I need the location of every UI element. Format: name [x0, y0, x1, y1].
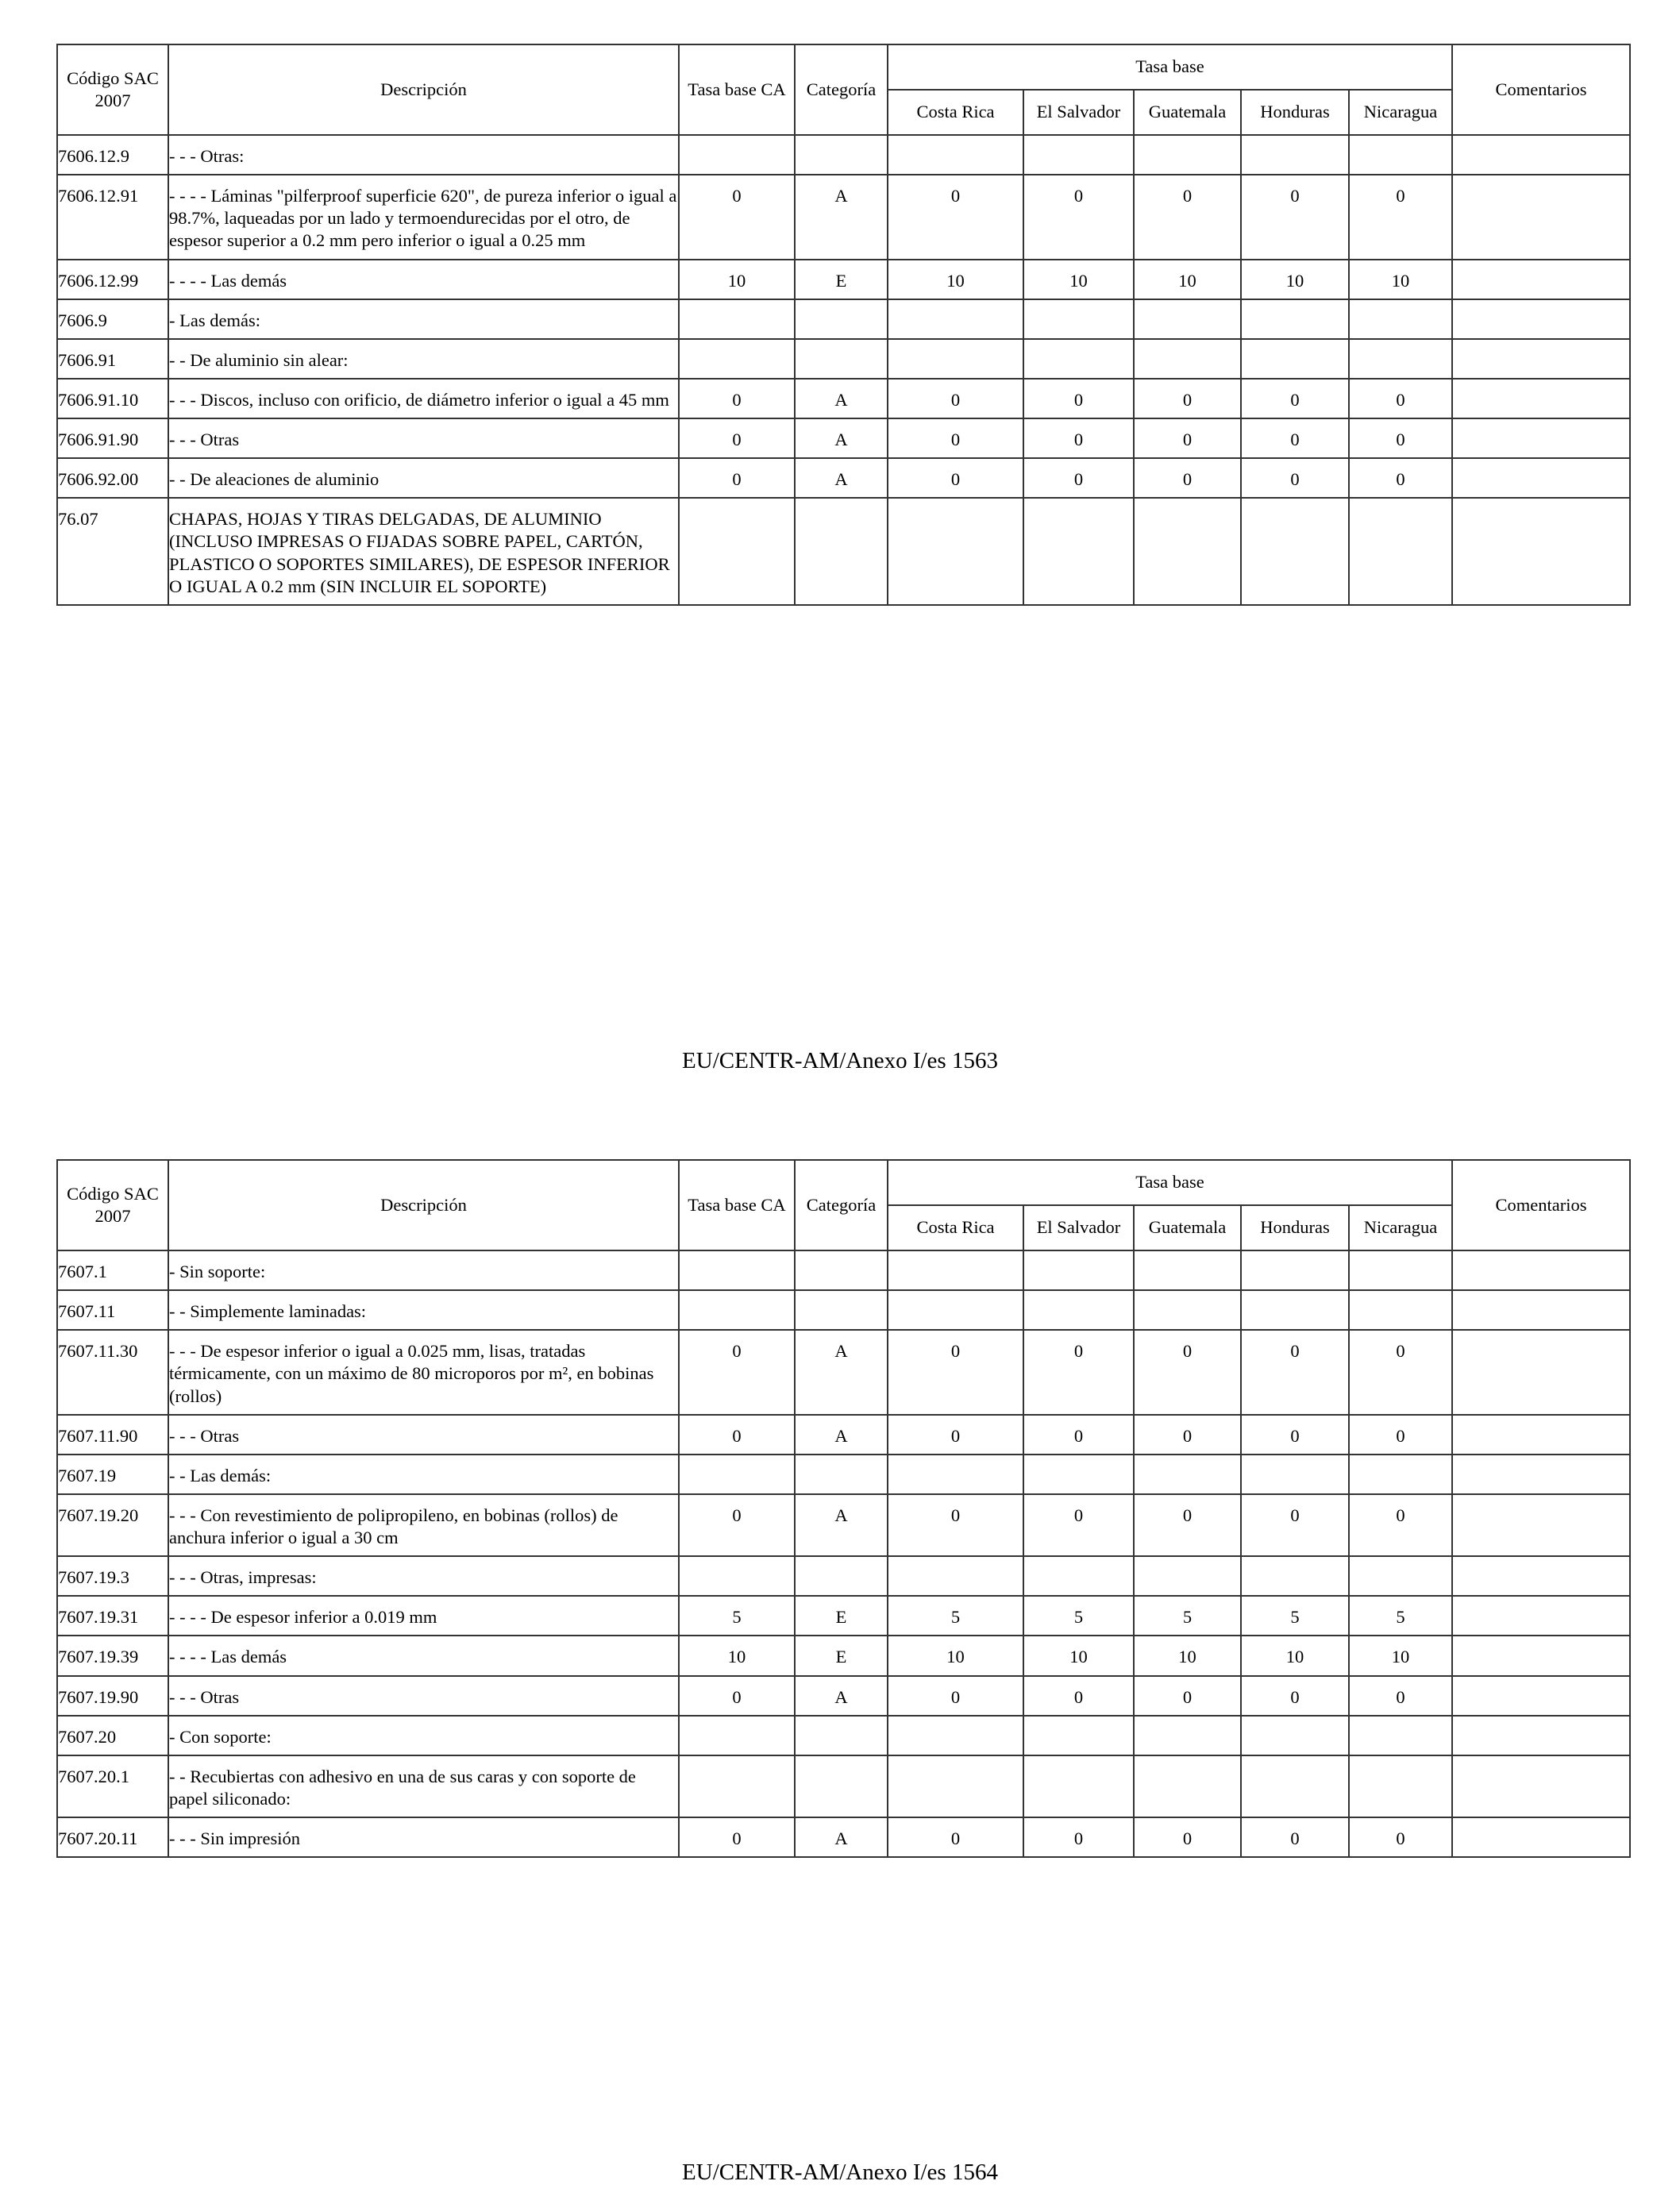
cell-honduras: 5	[1241, 1596, 1349, 1636]
cell-costa-rica	[888, 1290, 1023, 1330]
cell-categoria: A	[795, 1676, 888, 1716]
table-row	[57, 418, 1630, 458]
table-row	[57, 1556, 1630, 1596]
cell-honduras: 10	[1241, 260, 1349, 299]
cell-tasa-base-ca: 0	[679, 458, 795, 498]
cell-comentarios	[1452, 299, 1630, 339]
cell-tasa-base-ca	[679, 1455, 795, 1494]
cell-comentarios	[1452, 418, 1630, 458]
cell-honduras: 0	[1241, 379, 1349, 418]
cell-categoria: A	[795, 458, 888, 498]
cell-el-salvador	[1023, 1250, 1134, 1290]
cell-guatemala: 5	[1134, 1596, 1241, 1636]
header-comentarios: Comentarios	[1452, 44, 1630, 135]
cell-honduras	[1241, 1716, 1349, 1755]
cell-codigo: 7607.20.1	[57, 1755, 168, 1817]
cell-codigo: 7606.91	[57, 339, 168, 379]
cell-honduras: 0	[1241, 1494, 1349, 1556]
cell-guatemala	[1134, 1290, 1241, 1330]
cell-guatemala	[1134, 339, 1241, 379]
cell-codigo: 7607.11.90	[57, 1415, 168, 1455]
cell-categoria	[795, 1455, 888, 1494]
cell-nicaragua: 0	[1349, 1494, 1452, 1556]
cell-honduras	[1241, 1250, 1349, 1290]
cell-nicaragua	[1349, 299, 1452, 339]
cell-tasa-base-ca: 10	[679, 1636, 795, 1675]
cell-costa-rica	[888, 498, 1023, 605]
cell-el-salvador: 0	[1023, 175, 1134, 259]
cell-honduras: 0	[1241, 1676, 1349, 1716]
cell-descripcion: - Sin soporte:	[168, 1250, 679, 1290]
cell-costa-rica	[888, 135, 1023, 175]
header-guatemala: Guatemala	[1134, 1205, 1241, 1250]
cell-categoria: A	[795, 1817, 888, 1857]
cell-descripcion: - - Recubiertas con adhesivo en una de sus caras y con soporte de papel siliconado:	[168, 1755, 679, 1817]
cell-costa-rica: 0	[888, 1494, 1023, 1556]
cell-guatemala: 0	[1134, 1676, 1241, 1716]
table-row	[57, 1596, 1630, 1636]
cell-costa-rica	[888, 299, 1023, 339]
header-tasa-base: Tasa base	[888, 1160, 1452, 1205]
cell-tasa-base-ca: 0	[679, 1676, 795, 1716]
cell-el-salvador: 0	[1023, 1415, 1134, 1455]
cell-comentarios	[1452, 1817, 1630, 1857]
cell-nicaragua	[1349, 135, 1452, 175]
cell-tasa-base-ca	[679, 135, 795, 175]
cell-nicaragua: 10	[1349, 1636, 1452, 1675]
cell-codigo: 7606.9	[57, 299, 168, 339]
cell-honduras	[1241, 339, 1349, 379]
cell-nicaragua: 0	[1349, 1415, 1452, 1455]
cell-nicaragua: 0	[1349, 1676, 1452, 1716]
cell-categoria	[795, 299, 888, 339]
cell-codigo: 7607.19	[57, 1455, 168, 1494]
cell-descripcion: - - - - Láminas "pilferproof superficie 620", de pureza inferior o igual a 98.7%, laqueadas por un lado y termoendurecidas por el otro, de espesor superior a 0.2 mm pero inferior o igual a 0.25 mm	[168, 175, 679, 259]
cell-tasa-base-ca: 0	[679, 1330, 795, 1414]
cell-categoria: E	[795, 1636, 888, 1675]
cell-comentarios	[1452, 1716, 1630, 1755]
cell-nicaragua: 10	[1349, 260, 1452, 299]
cell-honduras	[1241, 1290, 1349, 1330]
cell-categoria: A	[795, 1494, 888, 1556]
cell-descripcion: - - - Otras	[168, 1415, 679, 1455]
cell-costa-rica	[888, 1716, 1023, 1755]
cell-el-salvador	[1023, 1455, 1134, 1494]
cell-honduras	[1241, 498, 1349, 605]
table-row	[57, 339, 1630, 379]
cell-codigo: 7606.91.10	[57, 379, 168, 418]
cell-costa-rica: 5	[888, 1596, 1023, 1636]
cell-tasa-base-ca	[679, 1755, 795, 1817]
cell-categoria	[795, 1716, 888, 1755]
cell-comentarios	[1452, 1596, 1630, 1636]
table-row	[57, 1290, 1630, 1330]
cell-categoria: A	[795, 175, 888, 259]
cell-codigo: 7607.19.20	[57, 1494, 168, 1556]
cell-codigo: 7606.91.90	[57, 418, 168, 458]
cell-guatemala: 0	[1134, 1817, 1241, 1857]
cell-categoria	[795, 1755, 888, 1817]
cell-guatemala: 10	[1134, 260, 1241, 299]
cell-codigo: 7607.19.39	[57, 1636, 168, 1675]
cell-costa-rica: 0	[888, 1330, 1023, 1414]
cell-codigo: 76.07	[57, 498, 168, 605]
cell-costa-rica: 0	[888, 1817, 1023, 1857]
cell-costa-rica: 0	[888, 379, 1023, 418]
cell-honduras: 0	[1241, 175, 1349, 259]
cell-codigo: 7607.19.90	[57, 1676, 168, 1716]
cell-costa-rica: 0	[888, 458, 1023, 498]
table-row	[57, 379, 1630, 418]
table-row	[57, 1494, 1630, 1556]
table-row	[57, 1250, 1630, 1290]
cell-honduras	[1241, 1455, 1349, 1494]
header-el-salvador: El Salvador	[1023, 90, 1134, 135]
cell-el-salvador	[1023, 1290, 1134, 1330]
cell-guatemala	[1134, 135, 1241, 175]
cell-descripcion: - Con soporte:	[168, 1716, 679, 1755]
cell-nicaragua: 5	[1349, 1596, 1452, 1636]
cell-el-salvador	[1023, 498, 1134, 605]
cell-costa-rica: 0	[888, 418, 1023, 458]
cell-tasa-base-ca	[679, 1290, 795, 1330]
cell-categoria	[795, 1250, 888, 1290]
cell-el-salvador	[1023, 1556, 1134, 1596]
cell-categoria: A	[795, 379, 888, 418]
cell-descripcion: - - - - Las demás	[168, 1636, 679, 1675]
cell-el-salvador: 10	[1023, 1636, 1134, 1675]
header-guatemala: Guatemala	[1134, 90, 1241, 135]
header-honduras: Honduras	[1241, 90, 1349, 135]
cell-comentarios	[1452, 1755, 1630, 1817]
header-codigo: Código SAC 2007	[57, 1160, 168, 1250]
cell-costa-rica	[888, 1455, 1023, 1494]
header-nicaragua: Nicaragua	[1349, 1205, 1452, 1250]
header-categoria: Categoría	[795, 44, 888, 135]
cell-comentarios	[1452, 175, 1630, 259]
cell-nicaragua: 0	[1349, 175, 1452, 259]
cell-categoria: E	[795, 260, 888, 299]
cell-tasa-base-ca: 0	[679, 418, 795, 458]
table-body	[57, 135, 1630, 605]
cell-costa-rica	[888, 1250, 1023, 1290]
cell-tasa-base-ca	[679, 299, 795, 339]
table-row	[57, 498, 1630, 605]
cell-el-salvador: 0	[1023, 379, 1134, 418]
cell-el-salvador: 0	[1023, 1330, 1134, 1414]
cell-comentarios	[1452, 1676, 1630, 1716]
cell-descripcion: - - - - Las demás	[168, 260, 679, 299]
cell-descripcion: - - - Sin impresión	[168, 1817, 679, 1857]
cell-honduras: 10	[1241, 1636, 1349, 1675]
cell-codigo: 7607.19.3	[57, 1556, 168, 1596]
cell-categoria	[795, 1290, 888, 1330]
table-row	[57, 299, 1630, 339]
header-tasa-base: Tasa base	[888, 44, 1452, 90]
cell-el-salvador: 0	[1023, 1676, 1134, 1716]
cell-comentarios	[1452, 1290, 1630, 1330]
cell-el-salvador	[1023, 1716, 1134, 1755]
cell-el-salvador: 5	[1023, 1596, 1134, 1636]
cell-nicaragua: 0	[1349, 418, 1452, 458]
cell-tasa-base-ca	[679, 339, 795, 379]
cell-descripcion: - - Las demás:	[168, 1455, 679, 1494]
cell-categoria: A	[795, 418, 888, 458]
table-body	[57, 1250, 1630, 1857]
cell-descripcion: - - - Discos, incluso con orificio, de diámetro inferior o igual a 45 mm	[168, 379, 679, 418]
cell-descripcion: - - De aleaciones de aluminio	[168, 458, 679, 498]
cell-categoria	[795, 135, 888, 175]
cell-honduras: 0	[1241, 1817, 1349, 1857]
cell-nicaragua	[1349, 339, 1452, 379]
cell-nicaragua: 0	[1349, 458, 1452, 498]
cell-el-salvador: 10	[1023, 260, 1134, 299]
cell-tasa-base-ca	[679, 1556, 795, 1596]
cell-categoria	[795, 498, 888, 605]
cell-codigo: 7607.1	[57, 1250, 168, 1290]
cell-categoria: E	[795, 1596, 888, 1636]
cell-nicaragua: 0	[1349, 379, 1452, 418]
cell-descripcion: - - - Con revestimiento de polipropileno, en bobinas (rollos) de anchura inferior o igual a 30 cm	[168, 1494, 679, 1556]
cell-comentarios	[1452, 1330, 1630, 1414]
header-categoria: Categoría	[795, 1160, 888, 1250]
table-row	[57, 1330, 1630, 1414]
cell-costa-rica	[888, 1755, 1023, 1817]
cell-descripcion: - - - Otras	[168, 418, 679, 458]
cell-descripcion: - - Simplemente laminadas:	[168, 1290, 679, 1330]
cell-el-salvador: 0	[1023, 1817, 1134, 1857]
cell-honduras: 0	[1241, 418, 1349, 458]
cell-guatemala	[1134, 1455, 1241, 1494]
cell-comentarios	[1452, 1494, 1630, 1556]
table-row	[57, 1676, 1630, 1716]
cell-codigo: 7607.20	[57, 1716, 168, 1755]
header-el-salvador: El Salvador	[1023, 1205, 1134, 1250]
cell-guatemala: 0	[1134, 1415, 1241, 1455]
cell-descripcion: - - - - De espesor inferior a 0.019 mm	[168, 1596, 679, 1636]
cell-costa-rica: 0	[888, 1676, 1023, 1716]
cell-tasa-base-ca	[679, 1716, 795, 1755]
cell-el-salvador: 0	[1023, 418, 1134, 458]
cell-tasa-base-ca: 0	[679, 1494, 795, 1556]
cell-nicaragua: 0	[1349, 1817, 1452, 1857]
table-row	[57, 175, 1630, 259]
cell-honduras: 0	[1241, 1330, 1349, 1414]
cell-costa-rica: 0	[888, 1415, 1023, 1455]
cell-guatemala: 0	[1134, 418, 1241, 458]
table-row	[57, 135, 1630, 175]
cell-el-salvador	[1023, 339, 1134, 379]
cell-descripcion: - - - De espesor inferior o igual a 0.025 mm, lisas, tratadas térmicamente, con un máximo de 80 microporos por m², en bobinas (rollos)	[168, 1330, 679, 1414]
cell-codigo: 7606.92.00	[57, 458, 168, 498]
header-tasa-base-ca: Tasa base CA	[679, 44, 795, 135]
cell-comentarios	[1452, 458, 1630, 498]
cell-descripcion: - - - Otras:	[168, 135, 679, 175]
cell-guatemala: 0	[1134, 458, 1241, 498]
cell-el-salvador	[1023, 299, 1134, 339]
table-row	[57, 1716, 1630, 1755]
cell-comentarios	[1452, 379, 1630, 418]
cell-el-salvador: 0	[1023, 458, 1134, 498]
cell-descripcion: - - - Otras, impresas:	[168, 1556, 679, 1596]
cell-guatemala: 0	[1134, 1330, 1241, 1414]
page-footer: EU/CENTR-AM/Anexo I/es 1563	[682, 1048, 998, 1073]
cell-costa-rica: 10	[888, 1636, 1023, 1675]
tariff-table-page-1564	[56, 1159, 1631, 1858]
table-row	[57, 260, 1630, 299]
cell-tasa-base-ca	[679, 1250, 795, 1290]
cell-honduras: 0	[1241, 458, 1349, 498]
header-nicaragua: Nicaragua	[1349, 90, 1452, 135]
cell-descripcion: CHAPAS, HOJAS Y TIRAS DELGADAS, DE ALUMINIO (INCLUSO IMPRESAS O FIJADAS SOBRE PAPEL, CARTÓN, PLASTICO O SOPORTES SIMILARES), DE ESPESOR INFERIOR O IGUAL A 0.2 mm (SIN INCLUIR EL SOPORTE)	[168, 498, 679, 605]
cell-codigo: 7606.12.99	[57, 260, 168, 299]
cell-guatemala	[1134, 498, 1241, 605]
table-row	[57, 1636, 1630, 1675]
cell-nicaragua	[1349, 1716, 1452, 1755]
cell-comentarios	[1452, 1455, 1630, 1494]
cell-comentarios	[1452, 1415, 1630, 1455]
cell-codigo: 7607.19.31	[57, 1596, 168, 1636]
cell-guatemala	[1134, 1755, 1241, 1817]
header-comentarios: Comentarios	[1452, 1160, 1630, 1250]
cell-costa-rica: 10	[888, 260, 1023, 299]
table-row	[57, 1817, 1630, 1857]
cell-comentarios	[1452, 260, 1630, 299]
cell-guatemala: 0	[1134, 175, 1241, 259]
cell-el-salvador	[1023, 135, 1134, 175]
table-row	[57, 1415, 1630, 1455]
cell-comentarios	[1452, 1636, 1630, 1675]
cell-nicaragua	[1349, 1755, 1452, 1817]
cell-descripcion: - - - Otras	[168, 1676, 679, 1716]
cell-guatemala: 0	[1134, 1494, 1241, 1556]
cell-honduras	[1241, 1556, 1349, 1596]
cell-nicaragua	[1349, 1290, 1452, 1330]
cell-honduras	[1241, 1755, 1349, 1817]
cell-guatemala: 10	[1134, 1636, 1241, 1675]
table-row	[57, 1755, 1630, 1817]
cell-tasa-base-ca: 0	[679, 1817, 795, 1857]
page-footer: EU/CENTR-AM/Anexo I/es 1564	[682, 2160, 998, 2185]
cell-honduras	[1241, 135, 1349, 175]
cell-tasa-base-ca: 0	[679, 379, 795, 418]
cell-costa-rica	[888, 339, 1023, 379]
cell-guatemala: 0	[1134, 379, 1241, 418]
cell-categoria: A	[795, 1330, 888, 1414]
cell-honduras	[1241, 299, 1349, 339]
cell-costa-rica	[888, 1556, 1023, 1596]
cell-comentarios	[1452, 135, 1630, 175]
cell-el-salvador: 0	[1023, 1494, 1134, 1556]
cell-comentarios	[1452, 1556, 1630, 1596]
cell-categoria	[795, 1556, 888, 1596]
header-descripcion: Descripción	[168, 44, 679, 135]
cell-categoria: A	[795, 1415, 888, 1455]
cell-costa-rica: 0	[888, 175, 1023, 259]
cell-descripcion: - - De aluminio sin alear:	[168, 339, 679, 379]
cell-codigo: 7606.12.91	[57, 175, 168, 259]
table-row	[57, 1455, 1630, 1494]
cell-tasa-base-ca	[679, 498, 795, 605]
cell-descripcion: - Las demás:	[168, 299, 679, 339]
cell-nicaragua	[1349, 1250, 1452, 1290]
cell-guatemala	[1134, 1556, 1241, 1596]
header-codigo: Código SAC 2007	[57, 44, 168, 135]
cell-tasa-base-ca: 10	[679, 260, 795, 299]
cell-nicaragua: 0	[1349, 1330, 1452, 1414]
cell-nicaragua	[1349, 1556, 1452, 1596]
cell-nicaragua	[1349, 1455, 1452, 1494]
header-descripcion: Descripción	[168, 1160, 679, 1250]
cell-guatemala	[1134, 1716, 1241, 1755]
cell-comentarios	[1452, 498, 1630, 605]
cell-codigo: 7607.11	[57, 1290, 168, 1330]
header-tasa-base-ca: Tasa base CA	[679, 1160, 795, 1250]
cell-el-salvador	[1023, 1755, 1134, 1817]
header-costa-rica: Costa Rica	[888, 90, 1023, 135]
cell-nicaragua	[1349, 498, 1452, 605]
cell-tasa-base-ca: 5	[679, 1596, 795, 1636]
cell-guatemala	[1134, 1250, 1241, 1290]
cell-codigo: 7607.11.30	[57, 1330, 168, 1414]
cell-categoria	[795, 339, 888, 379]
header-honduras: Honduras	[1241, 1205, 1349, 1250]
cell-guatemala	[1134, 299, 1241, 339]
tariff-table-page-1563	[56, 44, 1631, 606]
cell-comentarios	[1452, 339, 1630, 379]
cell-comentarios	[1452, 1250, 1630, 1290]
cell-codigo: 7606.12.9	[57, 135, 168, 175]
header-costa-rica: Costa Rica	[888, 1205, 1023, 1250]
cell-tasa-base-ca: 0	[679, 1415, 795, 1455]
cell-codigo: 7607.20.11	[57, 1817, 168, 1857]
cell-tasa-base-ca: 0	[679, 175, 795, 259]
table-row	[57, 458, 1630, 498]
cell-honduras: 0	[1241, 1415, 1349, 1455]
